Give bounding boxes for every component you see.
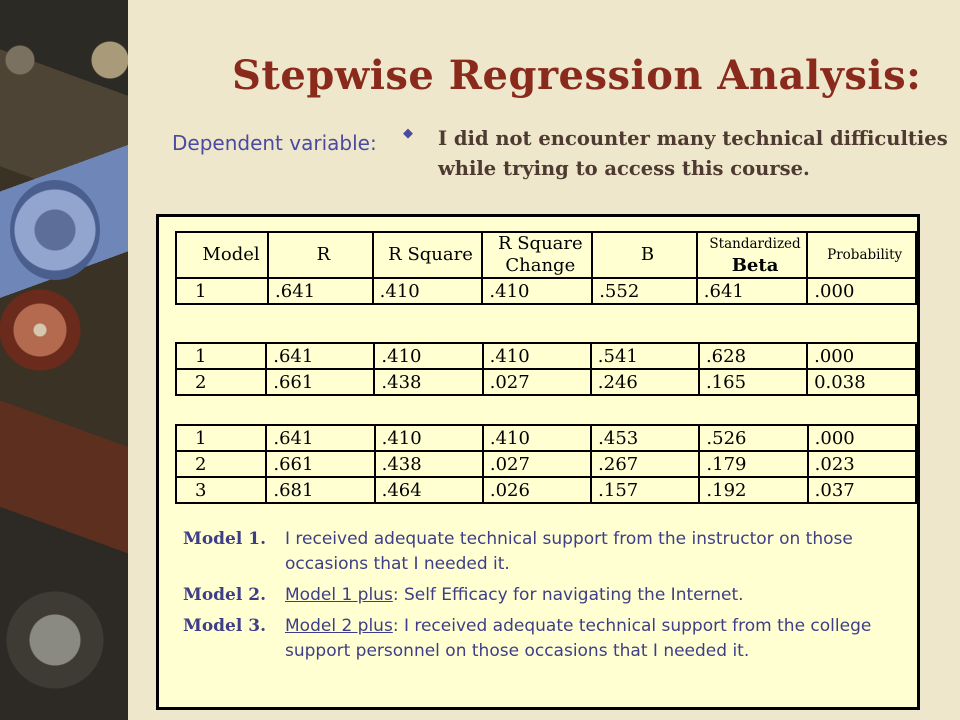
model-note-text: Model 1 plus: Self Efficacy for navigating the Internet.: [285, 585, 744, 605]
cell-model: 2: [176, 451, 266, 477]
table-row: [176, 477, 916, 503]
cell-b: .541: [591, 343, 699, 369]
cell-b: .267: [591, 451, 699, 477]
cell-r-square: .410: [373, 278, 483, 304]
cell-r-square: .410: [374, 343, 482, 369]
cell-r-square-change: .026: [483, 477, 591, 503]
decorative-photo-strip: [0, 0, 128, 720]
regression-table-3: [175, 424, 917, 504]
cell-probability: .037: [808, 477, 916, 503]
cell-probability: .000: [808, 425, 916, 451]
model-notes: [183, 527, 903, 670]
cell-r: .641: [266, 343, 374, 369]
cell-model: 1: [176, 343, 266, 369]
cell-b: .453: [591, 425, 699, 451]
cell-beta: .165: [699, 369, 807, 395]
header-r: R: [268, 232, 373, 278]
cell-r: .641: [266, 425, 374, 451]
table-row: [176, 451, 916, 477]
cell-r: .641: [268, 278, 373, 304]
diamond-bullet-icon: ◆: [403, 126, 413, 141]
cell-model: 2: [176, 369, 266, 395]
header-model: Model: [176, 232, 268, 278]
cell-b: .552: [592, 278, 697, 304]
cell-beta: .179: [699, 451, 807, 477]
header-standardized-beta: Standardized Beta: [697, 232, 808, 278]
cell-r: .661: [266, 369, 374, 395]
medal-ribbon-image: [10, 180, 100, 280]
model-note-label: Model 2.: [183, 585, 266, 605]
cell-r-square-change: .027: [483, 369, 591, 395]
cell-beta: .192: [699, 477, 807, 503]
header-r-square-change: R Square Change: [482, 232, 592, 278]
cell-r-square-change: .410: [482, 278, 592, 304]
results-panel: [156, 214, 920, 710]
cell-r-square: .464: [375, 477, 483, 503]
cell-r-square-change: .410: [483, 425, 591, 451]
cell-r-square-change: .410: [483, 343, 591, 369]
model-note-text: Model 2 plus: I received adequate technical support from the college support personnel on those occasions that I needed it.: [285, 616, 872, 661]
cell-probability: .000: [807, 278, 916, 304]
cell-b: .157: [591, 477, 699, 503]
cell-model: 3: [176, 477, 266, 503]
table-row: [176, 343, 916, 369]
table-row: [176, 369, 916, 395]
dependent-variable-label: Dependent variable:: [172, 131, 377, 155]
cell-r: .681: [266, 477, 374, 503]
model-note-label: Model 3.: [183, 616, 266, 636]
table-row: [176, 278, 916, 304]
model-note-text: I received adequate technical support from the instructor on those occasions that I needed it.: [285, 529, 853, 574]
slide-title: Stepwise Regression Analysis:: [232, 52, 922, 99]
model-note-label: Model 1.: [183, 529, 266, 549]
cell-r-square: .438: [375, 451, 483, 477]
cell-r: .661: [266, 451, 374, 477]
cell-b: .246: [591, 369, 699, 395]
cell-r-square: .410: [375, 425, 483, 451]
dependent-variable-text: I did not encounter many technical difficulties while trying to access this course.: [438, 127, 948, 180]
cell-beta: .526: [699, 425, 807, 451]
model-note: [183, 527, 903, 577]
model-reference-link[interactable]: Model 1 plus: [285, 585, 393, 605]
cell-r-square-change: .027: [483, 451, 591, 477]
header-probability: Probability: [807, 232, 916, 278]
regression-table-1: [175, 231, 917, 305]
model-reference-link[interactable]: Model 2 plus: [285, 616, 393, 636]
model-note: [183, 614, 903, 664]
header-b: B: [592, 232, 697, 278]
regression-table-2: [175, 342, 917, 396]
cell-beta: .641: [697, 278, 808, 304]
cell-r-square: .438: [374, 369, 482, 395]
table-row: [176, 425, 916, 451]
cell-model: 1: [176, 425, 266, 451]
table-header-row: [176, 232, 916, 278]
cell-probability: .000: [807, 343, 916, 369]
model-note: [183, 583, 903, 608]
cell-probability: .023: [808, 451, 916, 477]
cell-beta: .628: [699, 343, 807, 369]
cell-model: 1: [176, 278, 268, 304]
cell-probability: 0.038: [807, 369, 916, 395]
header-r-square: R Square: [373, 232, 483, 278]
